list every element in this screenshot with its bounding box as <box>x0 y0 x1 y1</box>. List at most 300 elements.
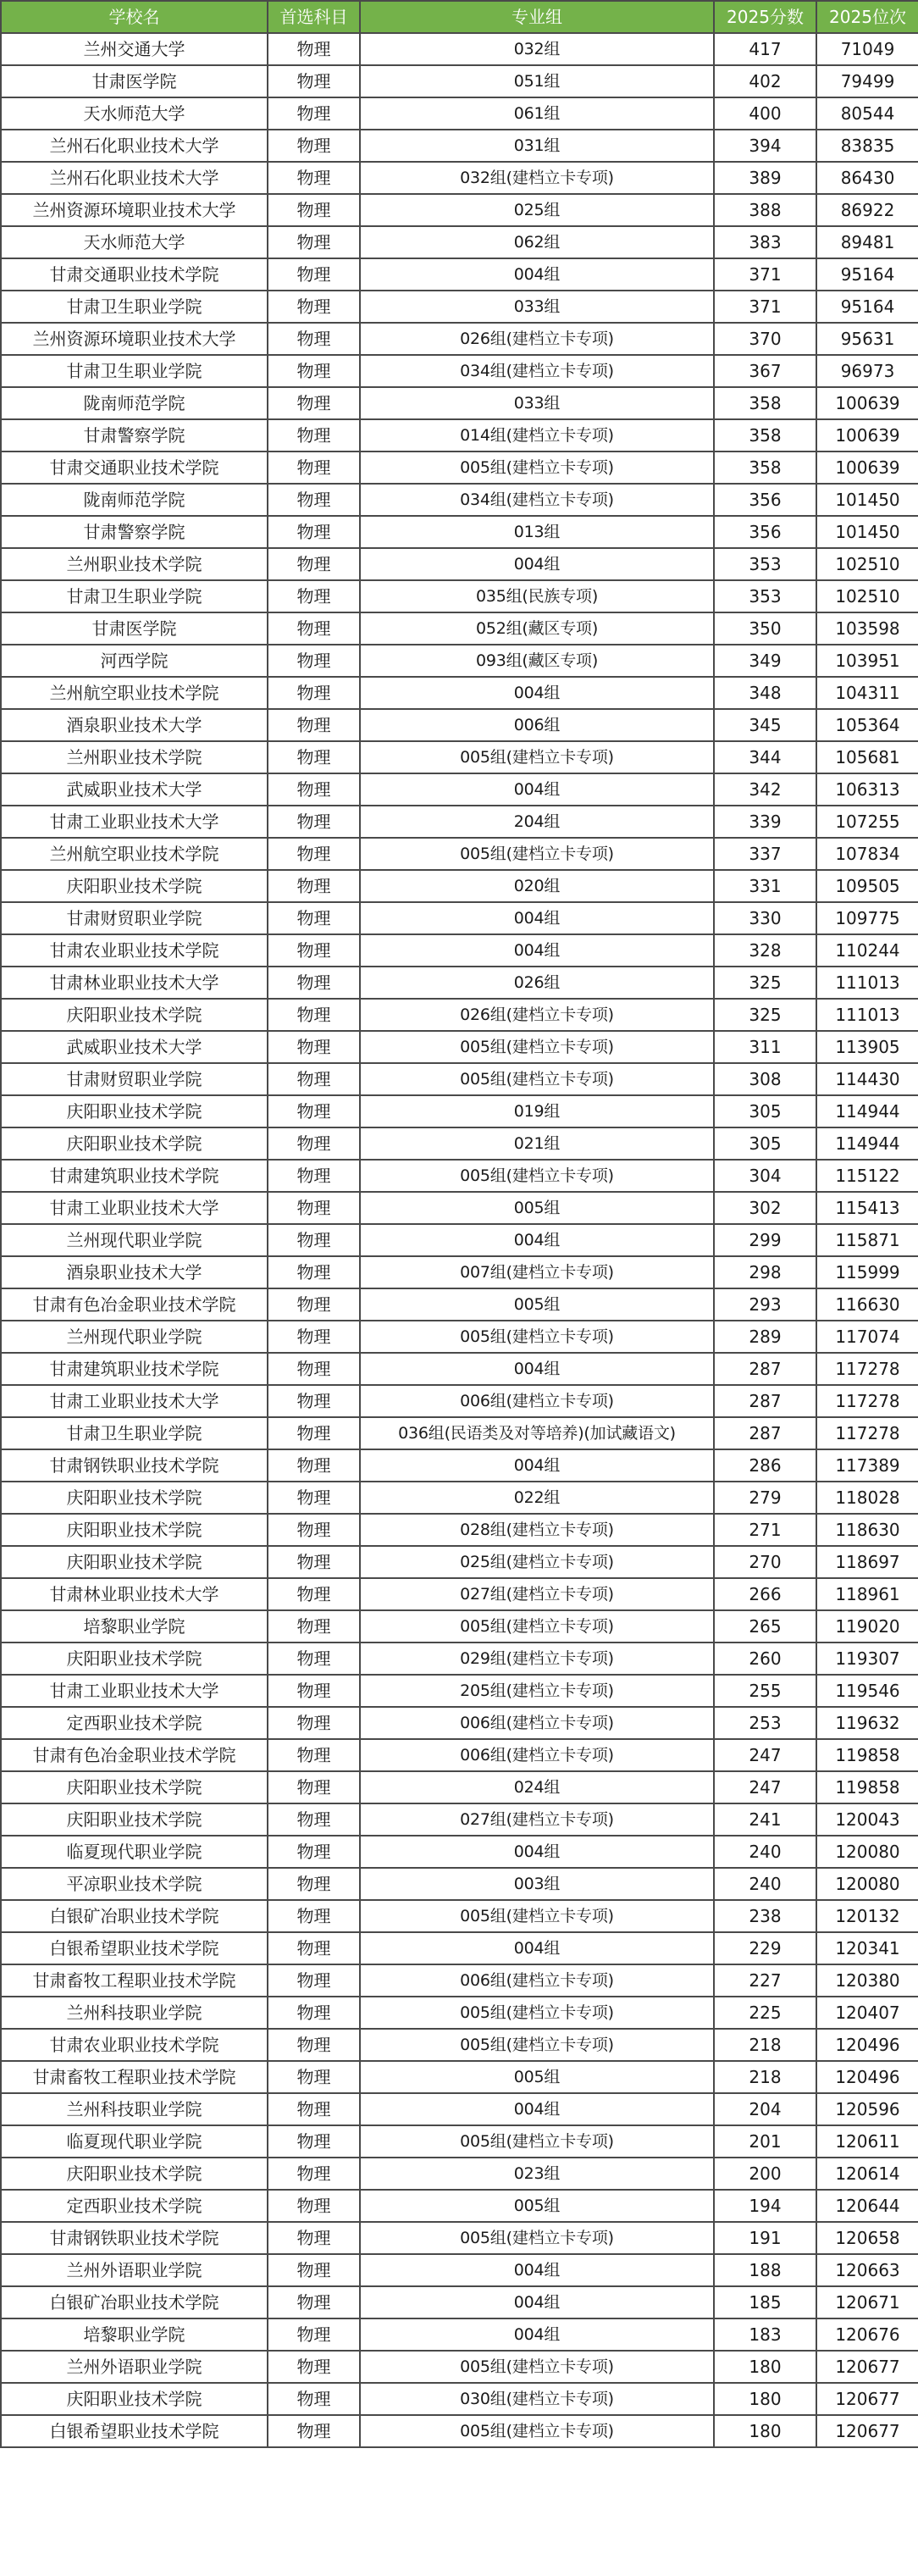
school-cell: 兰州航空职业技术学院 <box>1 677 268 709</box>
subject-cell: 物理 <box>268 838 360 870</box>
table-row <box>1 258 918 291</box>
subject-cell: 物理 <box>268 1353 360 1385</box>
score-cell: 240 <box>714 1836 816 1868</box>
subject-cell: 物理 <box>268 2351 360 2383</box>
rank-cell: 120080 <box>816 1836 918 1868</box>
score-cell: 247 <box>714 1771 816 1803</box>
table-row <box>1 387 918 419</box>
subject-cell: 物理 <box>268 1192 360 1224</box>
table-row <box>1 580 918 612</box>
table-row <box>1 419 918 451</box>
major-group-cell: 004组 <box>360 902 714 934</box>
school-cell: 甘肃警察学院 <box>1 419 268 451</box>
subject-cell: 物理 <box>268 1836 360 1868</box>
table-row <box>1 291 918 323</box>
major-group-cell: 005组(建档立卡专项) <box>360 1321 714 1353</box>
major-group-cell: 005组(建档立卡专项) <box>360 1997 714 2029</box>
school-cell: 庆阳职业技术学院 <box>1 2158 268 2190</box>
subject-cell: 物理 <box>268 1224 360 1256</box>
rank-cell: 102510 <box>816 580 918 612</box>
rank-cell: 120341 <box>816 1932 918 1964</box>
rank-cell: 114430 <box>816 1063 918 1095</box>
major-group-cell: 004组 <box>360 2318 714 2351</box>
school-cell: 兰州石化职业技术大学 <box>1 130 268 162</box>
subject-cell: 物理 <box>268 1771 360 1803</box>
school-cell: 定西职业技术学院 <box>1 1707 268 1739</box>
table-row <box>1 1288 918 1321</box>
school-cell: 兰州资源环境职业技术大学 <box>1 194 268 226</box>
major-group-cell: 023组 <box>360 2158 714 2190</box>
major-group-cell: 005组(建档立卡专项) <box>360 2029 714 2061</box>
major-group-cell: 033组 <box>360 387 714 419</box>
score-cell: 339 <box>714 806 816 838</box>
school-cell: 庆阳职业技术学院 <box>1 1095 268 1127</box>
rank-cell: 120677 <box>816 2351 918 2383</box>
score-cell: 238 <box>714 1900 816 1932</box>
subject-cell: 物理 <box>268 1739 360 1771</box>
score-cell: 353 <box>714 580 816 612</box>
rank-cell: 118961 <box>816 1578 918 1610</box>
school-cell: 甘肃农业职业技术学院 <box>1 934 268 967</box>
major-group-cell: 005组 <box>360 2061 714 2093</box>
major-group-cell: 004组 <box>360 1932 714 1964</box>
table-row <box>1 1095 918 1127</box>
rank-cell: 115999 <box>816 1256 918 1288</box>
major-group-cell: 005组(建档立卡专项) <box>360 1160 714 1192</box>
subject-cell: 物理 <box>268 2383 360 2415</box>
subject-cell: 物理 <box>268 548 360 580</box>
table-row <box>1 2318 918 2351</box>
score-cell: 253 <box>714 1707 816 1739</box>
table-row <box>1 1449 918 1482</box>
table-row <box>1 194 918 226</box>
rank-cell: 120658 <box>816 2222 918 2254</box>
table-row <box>1 1192 918 1224</box>
major-group-cell: 014组(建档立卡专项) <box>360 419 714 451</box>
subject-cell: 物理 <box>268 387 360 419</box>
score-cell: 402 <box>714 65 816 97</box>
score-cell: 328 <box>714 934 816 967</box>
major-group-cell: 061组 <box>360 97 714 130</box>
subject-cell: 物理 <box>268 2158 360 2190</box>
school-cell: 兰州航空职业技术学院 <box>1 838 268 870</box>
school-cell: 兰州外语职业学院 <box>1 2254 268 2286</box>
score-cell: 325 <box>714 967 816 999</box>
rank-cell: 96973 <box>816 355 918 387</box>
header-subject: 首选科目 <box>268 1 360 33</box>
major-group-cell: 034组(建档立卡专项) <box>360 484 714 516</box>
subject-cell: 物理 <box>268 355 360 387</box>
rank-cell: 95164 <box>816 291 918 323</box>
school-cell: 甘肃工业职业技术大学 <box>1 1192 268 1224</box>
table-row <box>1 870 918 902</box>
table-row <box>1 1836 918 1868</box>
school-cell: 甘肃卫生职业学院 <box>1 355 268 387</box>
table-row <box>1 2222 918 2254</box>
major-group-cell: 025组 <box>360 194 714 226</box>
score-cell: 305 <box>714 1127 816 1160</box>
major-group-cell: 022组 <box>360 1482 714 1514</box>
school-cell: 庆阳职业技术学院 <box>1 1514 268 1546</box>
table-row <box>1 1160 918 1192</box>
school-cell: 庆阳职业技术学院 <box>1 1643 268 1675</box>
score-cell: 311 <box>714 1031 816 1063</box>
major-group-cell: 006组(建档立卡专项) <box>360 1739 714 1771</box>
rank-cell: 113905 <box>816 1031 918 1063</box>
score-cell: 260 <box>714 1643 816 1675</box>
major-group-cell: 005组(建档立卡专项) <box>360 451 714 484</box>
rank-cell: 86430 <box>816 162 918 194</box>
subject-cell: 物理 <box>268 1288 360 1321</box>
subject-cell: 物理 <box>268 1997 360 2029</box>
rank-cell: 120644 <box>816 2190 918 2222</box>
score-cell: 271 <box>714 1514 816 1546</box>
major-group-cell: 027组(建档立卡专项) <box>360 1803 714 1836</box>
score-cell: 227 <box>714 1964 816 1997</box>
table-row <box>1 451 918 484</box>
rank-cell: 80544 <box>816 97 918 130</box>
rank-cell: 89481 <box>816 226 918 258</box>
score-cell: 225 <box>714 1997 816 2029</box>
school-cell: 甘肃钢铁职业技术学院 <box>1 2222 268 2254</box>
school-cell: 白银希望职业技术学院 <box>1 2415 268 2447</box>
subject-cell: 物理 <box>268 870 360 902</box>
rank-cell: 120676 <box>816 2318 918 2351</box>
subject-cell: 物理 <box>268 741 360 773</box>
subject-cell: 物理 <box>268 1417 360 1449</box>
rank-cell: 115413 <box>816 1192 918 1224</box>
rank-cell: 120496 <box>816 2061 918 2093</box>
score-cell: 194 <box>714 2190 816 2222</box>
rank-cell: 120043 <box>816 1803 918 1836</box>
table-row <box>1 645 918 677</box>
subject-cell: 物理 <box>268 258 360 291</box>
score-cell: 417 <box>714 33 816 65</box>
major-group-cell: 004组 <box>360 934 714 967</box>
table-row <box>1 1321 918 1353</box>
score-cell: 345 <box>714 709 816 741</box>
major-group-cell: 005组 <box>360 2190 714 2222</box>
rank-cell: 116630 <box>816 1288 918 1321</box>
score-cell: 367 <box>714 355 816 387</box>
score-cell: 299 <box>714 1224 816 1256</box>
table-row <box>1 1868 918 1900</box>
school-cell: 甘肃有色冶金职业技术学院 <box>1 1739 268 1771</box>
rank-cell: 100639 <box>816 451 918 484</box>
table-row <box>1 1964 918 1997</box>
table-row <box>1 2158 918 2190</box>
subject-cell: 物理 <box>268 1610 360 1643</box>
major-group-cell: 005组 <box>360 1192 714 1224</box>
table-row <box>1 741 918 773</box>
score-cell: 180 <box>714 2383 816 2415</box>
rank-cell: 120080 <box>816 1868 918 1900</box>
major-group-cell: 036组(民语类及对等培养)(加试藏语文) <box>360 1417 714 1449</box>
school-cell: 甘肃农业职业技术学院 <box>1 2029 268 2061</box>
score-cell: 293 <box>714 1288 816 1321</box>
subject-cell: 物理 <box>268 226 360 258</box>
score-cell: 265 <box>714 1610 816 1643</box>
subject-cell: 物理 <box>268 1385 360 1417</box>
school-cell: 白银矿冶职业技术学院 <box>1 2286 268 2318</box>
rank-cell: 120132 <box>816 1900 918 1932</box>
subject-cell: 物理 <box>268 516 360 548</box>
school-cell: 甘肃建筑职业技术学院 <box>1 1353 268 1385</box>
subject-cell: 物理 <box>268 1803 360 1836</box>
school-cell: 兰州职业技术学院 <box>1 741 268 773</box>
major-group-cell: 019组 <box>360 1095 714 1127</box>
rank-cell: 120677 <box>816 2383 918 2415</box>
rank-cell: 100639 <box>816 387 918 419</box>
subject-cell: 物理 <box>268 162 360 194</box>
major-group-cell: 005组(建档立卡专项) <box>360 2222 714 2254</box>
score-cell: 287 <box>714 1353 816 1385</box>
rank-cell: 101450 <box>816 484 918 516</box>
school-cell: 甘肃工业职业技术大学 <box>1 1385 268 1417</box>
rank-cell: 115122 <box>816 1160 918 1192</box>
subject-cell: 物理 <box>268 2415 360 2447</box>
rank-cell: 83835 <box>816 130 918 162</box>
table-row <box>1 226 918 258</box>
score-cell: 344 <box>714 741 816 773</box>
subject-cell: 物理 <box>268 1514 360 1546</box>
major-group-cell: 051组 <box>360 65 714 97</box>
school-cell: 甘肃卫生职业学院 <box>1 291 268 323</box>
score-cell: 331 <box>714 870 816 902</box>
table-row <box>1 1514 918 1546</box>
subject-cell: 物理 <box>268 1031 360 1063</box>
major-group-cell: 006组(建档立卡专项) <box>360 1385 714 1417</box>
major-group-cell: 204组 <box>360 806 714 838</box>
subject-cell: 物理 <box>268 484 360 516</box>
rank-cell: 105681 <box>816 741 918 773</box>
table-row <box>1 97 918 130</box>
major-group-cell: 004组 <box>360 548 714 580</box>
rank-cell: 86922 <box>816 194 918 226</box>
score-cell: 358 <box>714 419 816 451</box>
subject-cell: 物理 <box>268 580 360 612</box>
rank-cell: 120671 <box>816 2286 918 2318</box>
table-row <box>1 709 918 741</box>
major-group-cell: 027组(建档立卡专项) <box>360 1578 714 1610</box>
score-cell: 229 <box>714 1932 816 1964</box>
table-row <box>1 1900 918 1932</box>
subject-cell: 物理 <box>268 999 360 1031</box>
rank-cell: 105364 <box>816 709 918 741</box>
major-group-cell: 024组 <box>360 1771 714 1803</box>
major-group-cell: 007组(建档立卡专项) <box>360 1256 714 1288</box>
school-cell: 兰州现代职业学院 <box>1 1321 268 1353</box>
score-cell: 325 <box>714 999 816 1031</box>
school-cell: 甘肃建筑职业技术学院 <box>1 1160 268 1192</box>
subject-cell: 物理 <box>268 194 360 226</box>
major-group-cell: 021组 <box>360 1127 714 1160</box>
header-rank: 2025位次 <box>816 1 918 33</box>
major-group-cell: 026组(建档立卡专项) <box>360 323 714 355</box>
major-group-cell: 029组(建档立卡专项) <box>360 1643 714 1675</box>
major-group-cell: 005组(建档立卡专项) <box>360 838 714 870</box>
subject-cell: 物理 <box>268 934 360 967</box>
subject-cell: 物理 <box>268 1127 360 1160</box>
score-cell: 180 <box>714 2351 816 2383</box>
score-cell: 337 <box>714 838 816 870</box>
rank-cell: 110244 <box>816 934 918 967</box>
subject-cell: 物理 <box>268 1095 360 1127</box>
table-row <box>1 838 918 870</box>
major-group-cell: 005组(建档立卡专项) <box>360 741 714 773</box>
major-group-cell: 025组(建档立卡专项) <box>360 1546 714 1578</box>
table-row <box>1 773 918 806</box>
major-group-cell: 062组 <box>360 226 714 258</box>
table-row <box>1 323 918 355</box>
major-group-cell: 026组(建档立卡专项) <box>360 999 714 1031</box>
rank-cell: 100639 <box>816 419 918 451</box>
school-cell: 陇南师范学院 <box>1 484 268 516</box>
major-group-cell: 020组 <box>360 870 714 902</box>
rank-cell: 111013 <box>816 967 918 999</box>
score-cell: 200 <box>714 2158 816 2190</box>
school-cell: 甘肃医学院 <box>1 65 268 97</box>
subject-cell: 物理 <box>268 1160 360 1192</box>
major-group-cell: 032组(建档立卡专项) <box>360 162 714 194</box>
rank-cell: 71049 <box>816 33 918 65</box>
school-cell: 庆阳职业技术学院 <box>1 1482 268 1514</box>
rank-cell: 107255 <box>816 806 918 838</box>
subject-cell: 物理 <box>268 130 360 162</box>
score-cell: 185 <box>714 2286 816 2318</box>
rank-cell: 118697 <box>816 1546 918 1578</box>
school-cell: 庆阳职业技术学院 <box>1 870 268 902</box>
header-score: 2025分数 <box>714 1 816 33</box>
table-row <box>1 1417 918 1449</box>
score-cell: 308 <box>714 1063 816 1095</box>
major-group-cell: 003组 <box>360 1868 714 1900</box>
rank-cell: 117074 <box>816 1321 918 1353</box>
school-cell: 庆阳职业技术学院 <box>1 1127 268 1160</box>
subject-cell: 物理 <box>268 97 360 130</box>
table-row <box>1 2254 918 2286</box>
table-row <box>1 355 918 387</box>
subject-cell: 物理 <box>268 967 360 999</box>
major-group-cell: 004组 <box>360 1353 714 1385</box>
rank-cell: 120677 <box>816 2415 918 2447</box>
major-group-cell: 005组(建档立卡专项) <box>360 2125 714 2158</box>
table-row <box>1 2383 918 2415</box>
school-cell: 庆阳职业技术学院 <box>1 999 268 1031</box>
school-cell: 培黎职业学院 <box>1 1610 268 1643</box>
rank-cell: 120380 <box>816 1964 918 1997</box>
table-row <box>1 1932 918 1964</box>
score-cell: 370 <box>714 323 816 355</box>
table-row <box>1 484 918 516</box>
major-group-cell: 028组(建档立卡专项) <box>360 1514 714 1546</box>
subject-cell: 物理 <box>268 451 360 484</box>
subject-cell: 物理 <box>268 323 360 355</box>
subject-cell: 物理 <box>268 1321 360 1353</box>
table-row <box>1 1771 918 1803</box>
score-cell: 305 <box>714 1095 816 1127</box>
table-row <box>1 548 918 580</box>
major-group-cell: 006组 <box>360 709 714 741</box>
school-cell: 甘肃医学院 <box>1 612 268 645</box>
table-row <box>1 1707 918 1739</box>
school-cell: 兰州职业技术学院 <box>1 548 268 580</box>
score-cell: 183 <box>714 2318 816 2351</box>
subject-cell: 物理 <box>268 2286 360 2318</box>
school-cell: 庆阳职业技术学院 <box>1 1803 268 1836</box>
rank-cell: 79499 <box>816 65 918 97</box>
score-cell: 279 <box>714 1482 816 1514</box>
score-cell: 240 <box>714 1868 816 1900</box>
subject-cell: 物理 <box>268 2318 360 2351</box>
subject-cell: 物理 <box>268 1707 360 1739</box>
school-cell: 甘肃有色冶金职业技术学院 <box>1 1288 268 1321</box>
table-row <box>1 677 918 709</box>
table-row <box>1 1482 918 1514</box>
score-cell: 400 <box>714 97 816 130</box>
rank-cell: 102510 <box>816 548 918 580</box>
table-row <box>1 130 918 162</box>
major-group-cell: 032组 <box>360 33 714 65</box>
major-group-cell: 026组 <box>360 967 714 999</box>
subject-cell: 物理 <box>268 2222 360 2254</box>
table-row <box>1 2415 918 2447</box>
score-cell: 255 <box>714 1675 816 1707</box>
rank-cell: 118028 <box>816 1482 918 1514</box>
rank-cell: 95631 <box>816 323 918 355</box>
table-row <box>1 2061 918 2093</box>
major-group-cell: 030组(建档立卡专项) <box>360 2383 714 2415</box>
major-group-cell: 004组 <box>360 773 714 806</box>
major-group-cell: 004组 <box>360 1449 714 1482</box>
subject-cell: 物理 <box>268 1063 360 1095</box>
school-cell: 甘肃财贸职业学院 <box>1 1063 268 1095</box>
table-row <box>1 1803 918 1836</box>
major-group-cell: 004组 <box>360 1836 714 1868</box>
table-row <box>1 1256 918 1288</box>
rank-cell: 107834 <box>816 838 918 870</box>
score-cell: 241 <box>714 1803 816 1836</box>
school-cell: 临夏现代职业学院 <box>1 2125 268 2158</box>
school-cell: 白银希望职业技术学院 <box>1 1932 268 1964</box>
school-cell: 兰州外语职业学院 <box>1 2351 268 2383</box>
rank-cell: 115871 <box>816 1224 918 1256</box>
rank-cell: 120614 <box>816 2158 918 2190</box>
school-cell: 甘肃交通职业技术学院 <box>1 258 268 291</box>
score-cell: 191 <box>714 2222 816 2254</box>
table-row <box>1 1063 918 1095</box>
table-row <box>1 2125 918 2158</box>
rank-cell: 103951 <box>816 645 918 677</box>
subject-cell: 物理 <box>268 1675 360 1707</box>
subject-cell: 物理 <box>268 1932 360 1964</box>
major-group-cell: 205组(建档立卡专项) <box>360 1675 714 1707</box>
rank-cell: 119307 <box>816 1643 918 1675</box>
subject-cell: 物理 <box>268 2093 360 2125</box>
table-row <box>1 65 918 97</box>
subject-cell: 物理 <box>268 645 360 677</box>
score-cell: 302 <box>714 1192 816 1224</box>
score-cell: 371 <box>714 258 816 291</box>
subject-cell: 物理 <box>268 806 360 838</box>
school-cell: 甘肃钢铁职业技术学院 <box>1 1449 268 1482</box>
rank-cell: 119632 <box>816 1707 918 1739</box>
rank-cell: 118630 <box>816 1514 918 1546</box>
rank-cell: 119546 <box>816 1675 918 1707</box>
score-cell: 358 <box>714 451 816 484</box>
subject-cell: 物理 <box>268 2190 360 2222</box>
subject-cell: 物理 <box>268 33 360 65</box>
